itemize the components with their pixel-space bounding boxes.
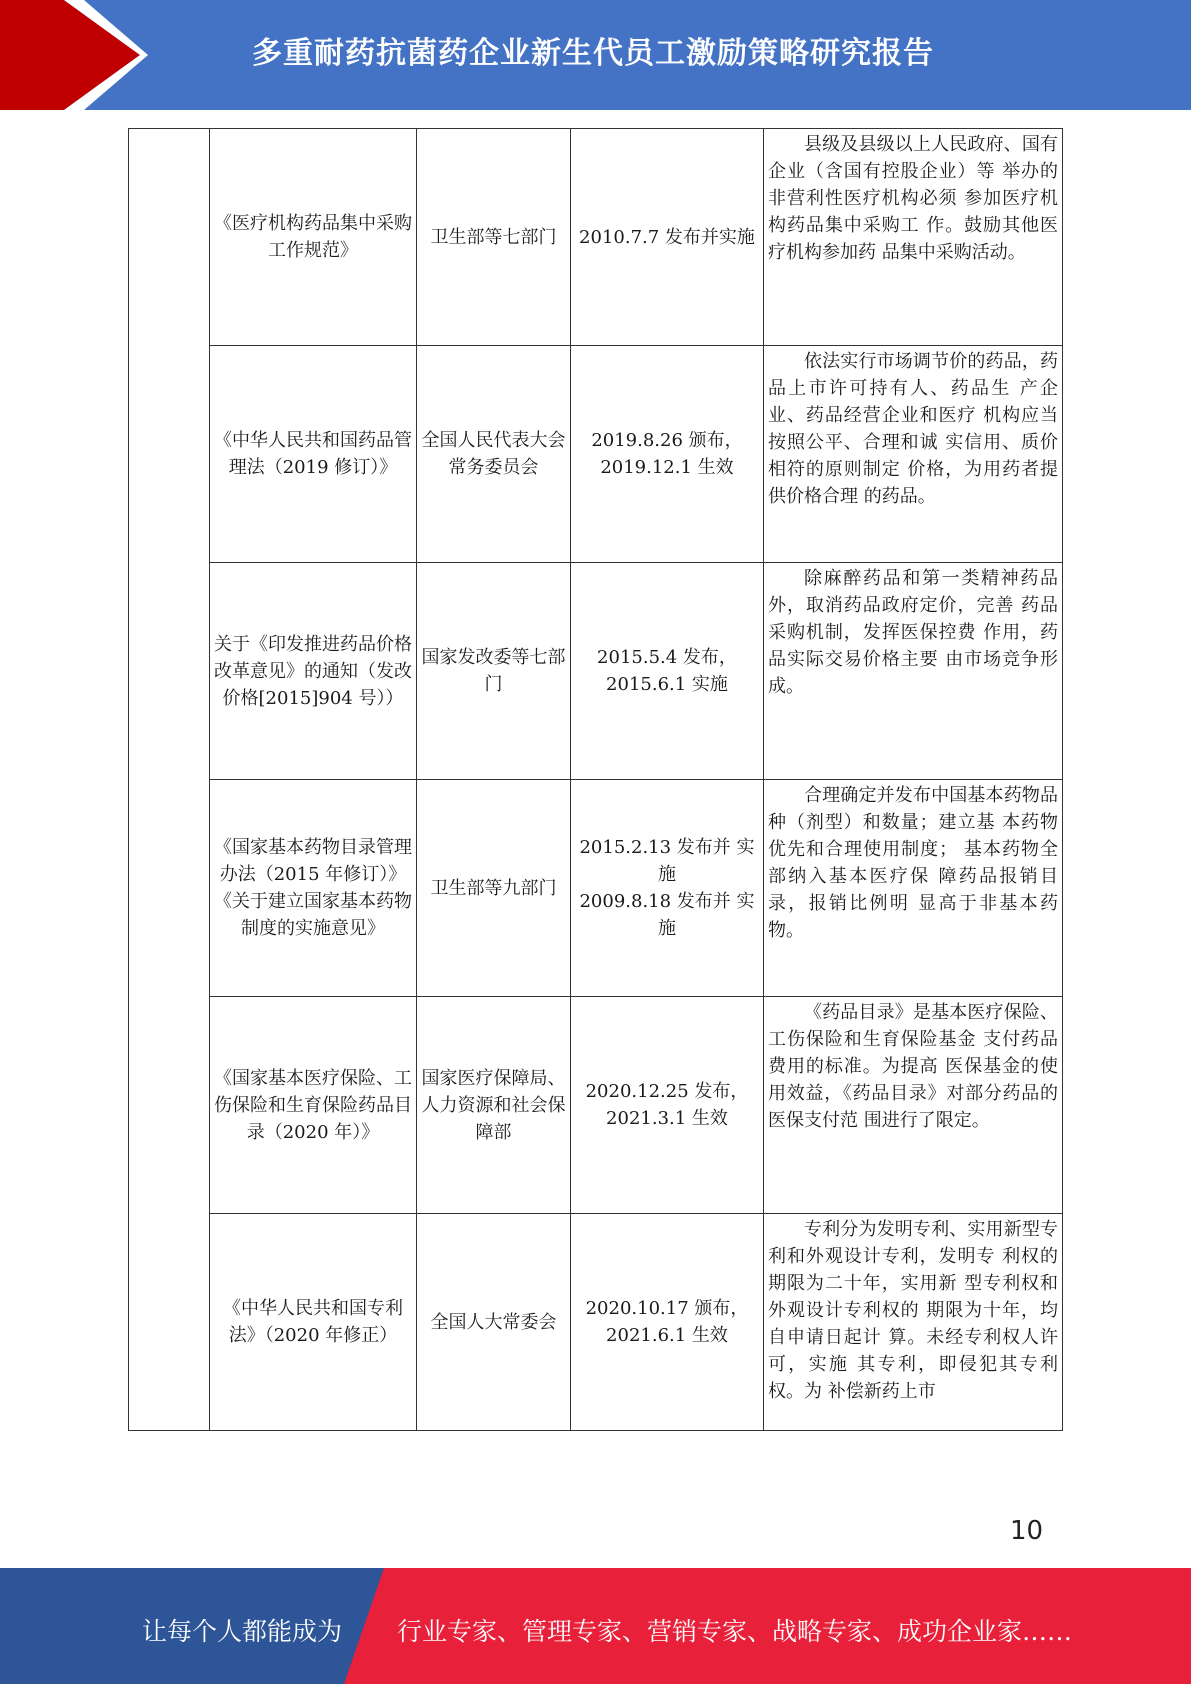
content-cell — [764, 780, 1063, 997]
content-text: 《药品目录》是基本医疗保险、工伤保险和生育保险基金 支付药品费用的标准。为提高 医保基金的使用效益，《药品目录》对部分药品的医保支付范 围进行了限定。 — [768, 1002, 1058, 1131]
date-cell — [571, 997, 764, 1214]
table-row — [129, 780, 1063, 997]
content-cell — [764, 997, 1063, 1214]
policy-name-cell: 《医疗机构药品集中采购工作规范》 — [210, 129, 417, 346]
policy-table — [128, 128, 1063, 1431]
category-cell — [129, 129, 210, 1431]
footer-slogan-right: 行业专家、管理专家、营销专家、战略专家、成功企业家…… — [397, 1617, 1073, 1646]
issuer-cell: 卫生部等七部门 — [417, 129, 571, 346]
table-row — [129, 563, 1063, 780]
table-row — [129, 1214, 1063, 1431]
table-row — [129, 129, 1063, 346]
page-number: 10 — [1010, 1516, 1044, 1546]
footer-slogan-left: 让每个人都能成为 — [142, 1617, 343, 1646]
date-line: 2010.7.7 发布并实施 — [579, 226, 755, 248]
policy-name-cell: 关于《印发推进药品价格改革意见》的通知（发改价格[2015]904 号）） — [210, 563, 417, 780]
date-line: 2015.2.13 发布并 实施 — [579, 837, 755, 885]
table-row — [129, 997, 1063, 1214]
content-text: 专利分为发明专利、实用新型专利和外观设计专利，发明专 利权的期限为二十年，实用新 型专利权和外观设计专利权的 期限为十年，均自申请日起计 算。未经专利权人许可，实施 其专利，即侵犯其专利权。为 补偿新药上市 — [768, 1219, 1058, 1402]
report-title: 多重耐药抗菌药企业新生代员工激励策略研究报告 — [252, 36, 934, 71]
policy-name-cell: 《国家基本药物目录管理办法（2015 年修订）》《关于建立国家基本药物制度的实施意见》 — [210, 780, 417, 997]
content-text: 除麻醉药品和第一类精神药品外，取消药品政府定价，完善 药品采购机制，发挥医保控费 作用，药品实际交易价格主要 由市场竞争形成。 — [768, 568, 1058, 697]
date-cell — [571, 1214, 764, 1431]
table-row — [129, 346, 1063, 563]
issuer-cell: 全国人民代表大会常务委员会 — [417, 346, 571, 563]
date-line: 2015.6.1 实施 — [606, 674, 728, 695]
header-banner — [0, 0, 1191, 110]
content-text: 依法实行市场调节价的药品，药品上市许可持有人、药品生 产企业、药品经营企业和医疗 机构应当按照公平、合理和诚 实信用、质价相符的原则制定 价格，为用药者提供价格合理 的药品。 — [768, 351, 1058, 507]
policy-name-cell: 《中华人民共和国药品管理法（2019 修订）》 — [210, 346, 417, 563]
footer-banner — [0, 1568, 1191, 1684]
content-cell — [764, 563, 1063, 780]
issuer-cell: 全国人大常委会 — [417, 1214, 571, 1431]
issuer-cell: 卫生部等九部门 — [417, 780, 571, 997]
policy-name-cell: 《中华人民共和国专利法》（2020 年修正） — [210, 1214, 417, 1431]
date-line: 2020.12.25 发布， — [585, 1081, 749, 1102]
date-line: 2015.5.4 发布， — [597, 647, 737, 668]
content-cell — [764, 1214, 1063, 1431]
date-line: 2019.12.1 生效 — [600, 457, 734, 478]
content-text: 合理确定并发布中国基本药物品种（剂型）和数量；建立基 本药物优先和合理使用制度； 基本药物全部纳入基本医疗保 障药品报销目录，报销比例明 显高于非基本药物。 — [768, 785, 1058, 941]
date-line: 2020.10.17 颁布， — [585, 1298, 749, 1319]
date-line: 2021.6.1 生效 — [606, 1325, 728, 1346]
date-cell — [571, 129, 764, 346]
date-line: 2019.8.26 颁布， — [591, 430, 743, 451]
date-cell — [571, 780, 764, 997]
date-cell — [571, 563, 764, 780]
policy-name-cell: 《国家基本医疗保险、工伤保险和生育保险药品目录（2020 年）》 — [210, 997, 417, 1214]
issuer-cell: 国家医疗保障局、人力资源和社会保障部 — [417, 997, 571, 1214]
date-line: 2021.3.1 生效 — [606, 1108, 728, 1129]
date-line: 2009.8.18 发布并 实施 — [579, 891, 755, 939]
date-cell — [571, 346, 764, 563]
content-text: 县级及县级以上人民政府、国有企业（含国有控股企业）等 举办的非营利性医疗机构必须 参加医疗机构药品集中采购工 作。鼓励其他医疗机构参加药 品集中采购活动。 — [768, 134, 1058, 263]
content-cell — [764, 346, 1063, 563]
issuer-cell: 国家发改委等七部门 — [417, 563, 571, 780]
content-cell — [764, 129, 1063, 346]
